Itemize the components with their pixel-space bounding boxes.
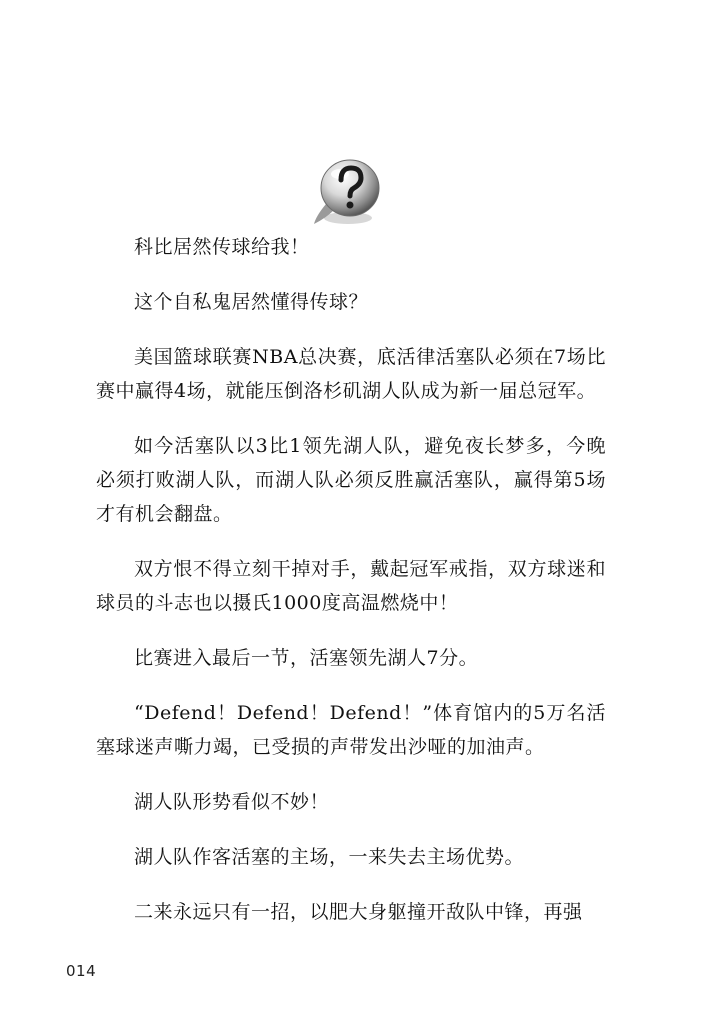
paragraph: 双方恨不得立刻干掉对手，戴起冠军戒指，双方球迷和球员的斗志也以摄氏1000度高温燃烧中！	[96, 558, 606, 614]
paragraph: 二来永远只有一招，以肥大身躯撞开敌队中锋，再强	[134, 901, 583, 923]
paragraph: 比赛进入最后一节，活塞领先湖人7分。	[134, 647, 479, 669]
paragraph: 湖人队作客活塞的主场，一来失去主场优势。	[134, 846, 525, 868]
paragraph: 湖人队形势看似不妙！	[134, 791, 330, 813]
paragraph: 美国篮球联赛NBA总决赛，底活律活塞队必须在7场比赛中赢得4场，就能压倒洛杉矶湖人队成为新一届总冠军。	[96, 346, 606, 402]
page-number: 014	[66, 962, 97, 980]
paragraph: 这个自私鬼居然懂得传球？	[134, 291, 369, 313]
body-text	[96, 230, 606, 950]
paragraph: “Defend！Defend！Defend！”体育馆内的5万名活塞球迷声嘶力竭，已受损的声带发出沙哑的加油声。	[96, 702, 606, 758]
paragraph: 如今活塞队以3比1领先湖人队，避免夜长梦多，今晚必须打败湖人队，而湖人队必须反胜赢活塞队，赢得第5场才有机会翻盘。	[96, 435, 606, 525]
paragraph: 科比居然传球给我！	[134, 236, 310, 258]
question-bubble-icon	[312, 156, 382, 228]
